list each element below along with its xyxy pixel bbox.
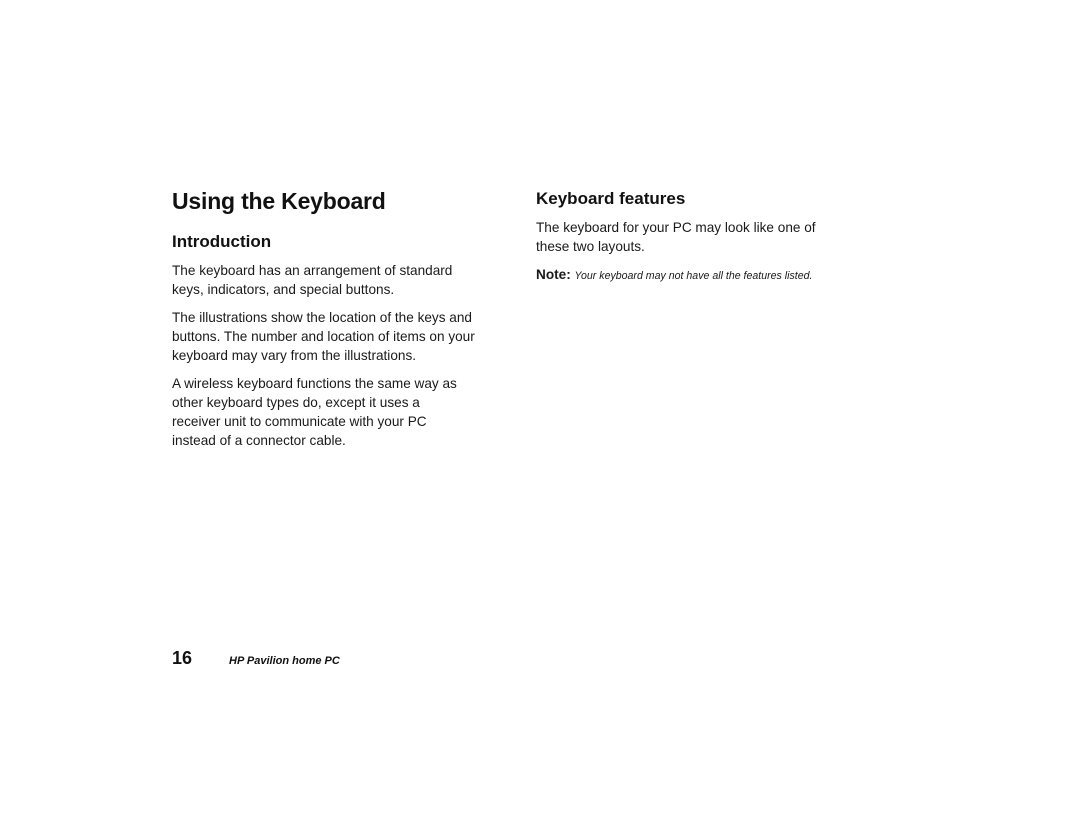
note-label: Note: — [536, 267, 571, 282]
page-number: 16 — [172, 648, 193, 668]
intro-paragraph-2: The illustrations show the location of the keys and buttons. The number and location of items on your keyboard may vary from the illustrations. — [172, 310, 475, 363]
page-footer — [172, 648, 340, 669]
features-paragraph: The keyboard for your PC may look like one of these two layouts. — [536, 220, 816, 254]
introduction-heading: Introduction — [172, 232, 272, 251]
keyboard-features-heading: Keyboard features — [536, 189, 686, 208]
left-column — [172, 186, 502, 459]
intro-paragraph-3: A wireless keyboard functions the same way as other keyboard types do, except it uses a receiver unit to communicate with your PC instead of a connector cable. — [172, 376, 457, 448]
right-column — [536, 188, 876, 286]
chapter-title: Using the Keyboard — [172, 188, 386, 214]
book-title: HP Pavilion home PC — [229, 655, 340, 667]
note-text: Your keyboard may not have all the features listed. — [574, 270, 813, 282]
intro-paragraph-1: The keyboard has an arrangement of standard keys, indicators, and special buttons. — [172, 263, 453, 297]
note — [536, 265, 876, 286]
